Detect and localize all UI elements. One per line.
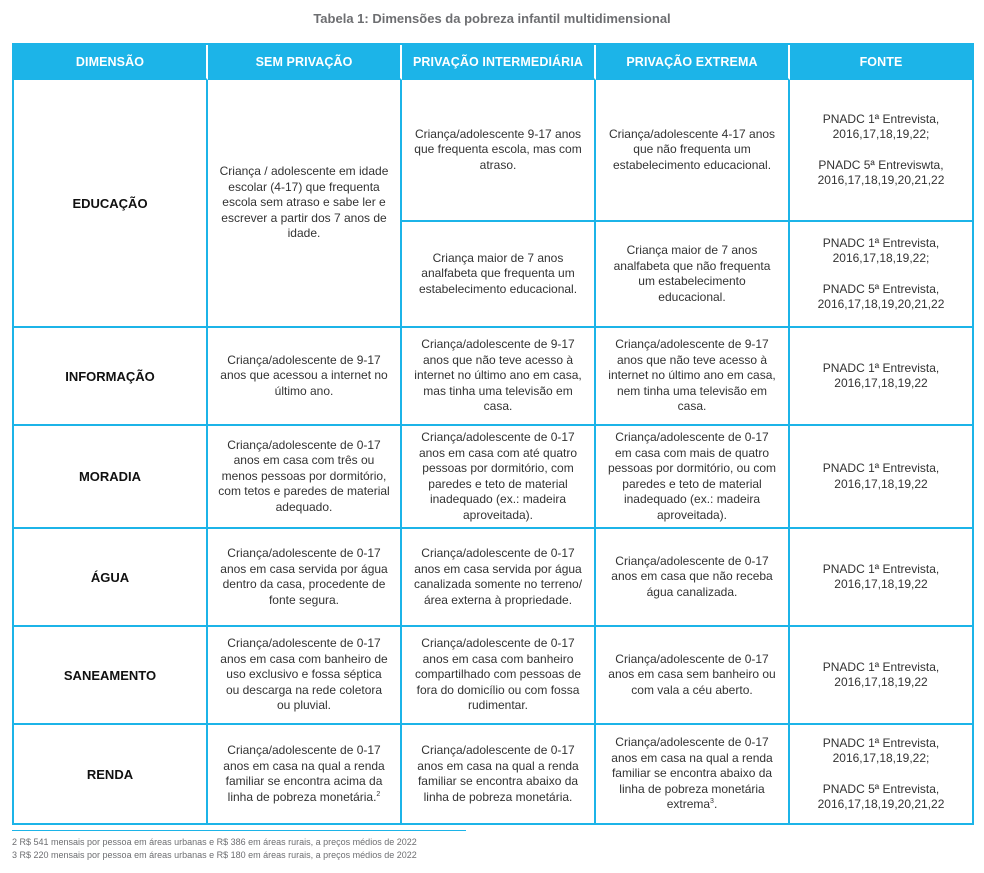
cell-educacao-fonte-2	[790, 222, 972, 328]
cell-saneamento-inter: Criança/adolescente de 0-17 anos em casa com banheiro compartilhado com pessoas de fora do domicílio ou com fossa rudimentar.	[402, 627, 596, 725]
table-row-moradia	[14, 426, 972, 529]
table-row-educacao-1	[14, 80, 972, 222]
cell-educacao-sem: Criança / adolescente em idade escolar (4-17) que frequenta escola sem atraso e sabe ler e escrever a partir dos 7 anos de idade.	[208, 80, 402, 328]
header-privacao-extrema: PRIVAÇÃO EXTREMA	[596, 45, 790, 80]
fonte-line: PNADC 1ª Entrevista, 2016,17,18,19,22;	[822, 235, 940, 265]
footnote-ref-2: 2	[376, 790, 381, 798]
cell-moradia-inter: Criança/adolescente de 0-17 anos em casa com até quatro pessoas por dormitório, com paredes e teto de material inadequado (ex.: madeira aproveitada).	[402, 426, 596, 529]
dimension-renda: RENDA	[14, 725, 208, 823]
footnote-ref-3: 3	[710, 798, 714, 806]
dimension-agua: ÁGUA	[14, 529, 208, 627]
header-sem-privacao: SEM PRIVAÇÃO	[208, 45, 402, 80]
cell-moradia-ext: Criança/adolescente de 0-17 em casa com mais de quatro pessoas por dormitório, ou com paredes e teto de material inadequado (ex.: madeira aproveitada).	[596, 426, 790, 529]
cell-saneamento-fonte: PNADC 1ª Entrevista, 2016,17,18,19,22	[790, 627, 972, 725]
header-privacao-intermediaria: PRIVAÇÃO INTERMEDIÁRIA	[402, 45, 596, 80]
cell-agua-fonte: PNADC 1ª Entrevista, 2016,17,18,19,22	[790, 529, 972, 627]
cell-educacao-fonte-1	[790, 80, 972, 222]
cell-educacao-ext-1: Criança/adolescente 4-17 anos que não frequenta um estabelecimento educacional.	[596, 80, 790, 222]
table-row-renda	[14, 725, 972, 823]
dimension-saneamento: SANEAMENTO	[14, 627, 208, 725]
table-row-informacao	[14, 328, 972, 426]
fonte-line: PNADC 1ª Entrevista, 2016,17,18,19,22;	[822, 111, 940, 141]
fonte-line: PNADC 5ª Entrevista, 2016,17,18,19,20,21,22	[817, 281, 945, 311]
cell-agua-sem: Criança/adolescente de 0-17 anos em casa servida por água dentro da casa, procedente de fonte segura.	[208, 529, 402, 627]
dimension-informacao: INFORMAÇÃO	[14, 328, 208, 426]
cell-educacao-inter-1: Criança/adolescente 9-17 anos que frequenta escola, mas com atraso.	[402, 80, 596, 222]
cell-renda-sem	[208, 725, 402, 823]
dimension-educacao: EDUCAÇÃO	[14, 80, 208, 328]
cell-renda-inter: Criança/adolescente de 0-17 anos em casa na qual a renda familiar se encontra abaixo da linha de pobreza monetária.	[402, 725, 596, 823]
cell-saneamento-ext: Criança/adolescente de 0-17 anos em casa sem banheiro ou com vala a céu aberto.	[596, 627, 790, 725]
cell-renda-ext	[596, 725, 790, 823]
cell-informacao-ext: Criança/adolescente de 9-17 anos que não teve acesso à internet no último ano em casa, nem tinha uma televisão em casa.	[596, 328, 790, 426]
table-row-saneamento	[14, 627, 972, 725]
table-row-agua	[14, 529, 972, 627]
fonte-line: PNADC 5ª Entrevista, 2016,17,18,19,20,21,22	[817, 781, 945, 811]
fonte-line: PNADC 1ª Entrevista, 2016,17,18,19,22;	[822, 735, 940, 765]
cell-agua-ext: Criança/adolescente de 0-17 anos em casa que não receba água canalizada.	[596, 529, 790, 627]
cell-renda-ext-text: Criança/adolescente de 0-17 anos em casa na qual a renda familiar se encontra abaixo da linha de pobreza monetária extrema	[611, 735, 773, 812]
footnote-2: 2 R$ 541 mensais por pessoa em áreas urbanas e R$ 386 em áreas rurais, a preços médios de 2022	[12, 837, 417, 847]
cell-educacao-ext-2: Criança maior de 7 anos analfabeta que não frequenta um estabelecimento educacional.	[596, 222, 790, 328]
header-fonte: FONTE	[790, 45, 972, 80]
cell-renda-ext-end: .	[713, 797, 718, 812]
cell-moradia-sem: Criança/adolescente de 0-17 anos em casa com três ou menos pessoas por dormitório, com tetos e paredes de material adequado.	[208, 426, 402, 529]
cell-saneamento-sem: Criança/adolescente de 0-17 anos em casa com banheiro de uso exclusivo e fossa séptica ou descarga na rede coletora ou pluvial.	[208, 627, 402, 725]
cell-renda-fonte	[790, 725, 972, 823]
footnote-3: 3 R$ 220 mensais por pessoa em áreas urbanas e R$ 180 em áreas rurais, a preços médios de 2022	[12, 850, 417, 860]
cell-moradia-fonte: PNADC 1ª Entrevista, 2016,17,18,19,22	[790, 426, 972, 529]
cell-informacao-fonte: PNADC 1ª Entrevista, 2016,17,18,19,22	[790, 328, 972, 426]
dimension-moradia: MORADIA	[14, 426, 208, 529]
cell-informacao-inter: Criança/adolescente de 9-17 anos que não teve acesso à internet no último ano em casa, mas tinha uma televisão em casa.	[402, 328, 596, 426]
table-caption: Tabela 1: Dimensões da pobreza infantil multidimensional	[313, 11, 671, 26]
cell-agua-inter: Criança/adolescente de 0-17 anos em casa servida por água canalizada somente no terreno/ área externa à propriedade.	[402, 529, 596, 627]
poverty-dimensions-table	[12, 43, 974, 825]
footnote-divider	[12, 830, 466, 831]
fonte-line: PNADC 5ª Entreviswta, 2016,17,18,19,20,21,22	[817, 157, 945, 187]
header-dimensao: DIMENSÃO	[14, 45, 208, 80]
cell-informacao-sem: Criança/adolescente de 9-17 anos que acessou a internet no último ano.	[208, 328, 402, 426]
cell-renda-sem-text: Criança/adolescente de 0-17 anos em casa na qual a renda familiar se encontra acima da linha de pobreza monetária.	[223, 743, 385, 804]
header-row	[14, 45, 972, 80]
cell-educacao-inter-2: Criança maior de 7 anos analfabeta que frequenta um estabelecimento educacional.	[402, 222, 596, 328]
